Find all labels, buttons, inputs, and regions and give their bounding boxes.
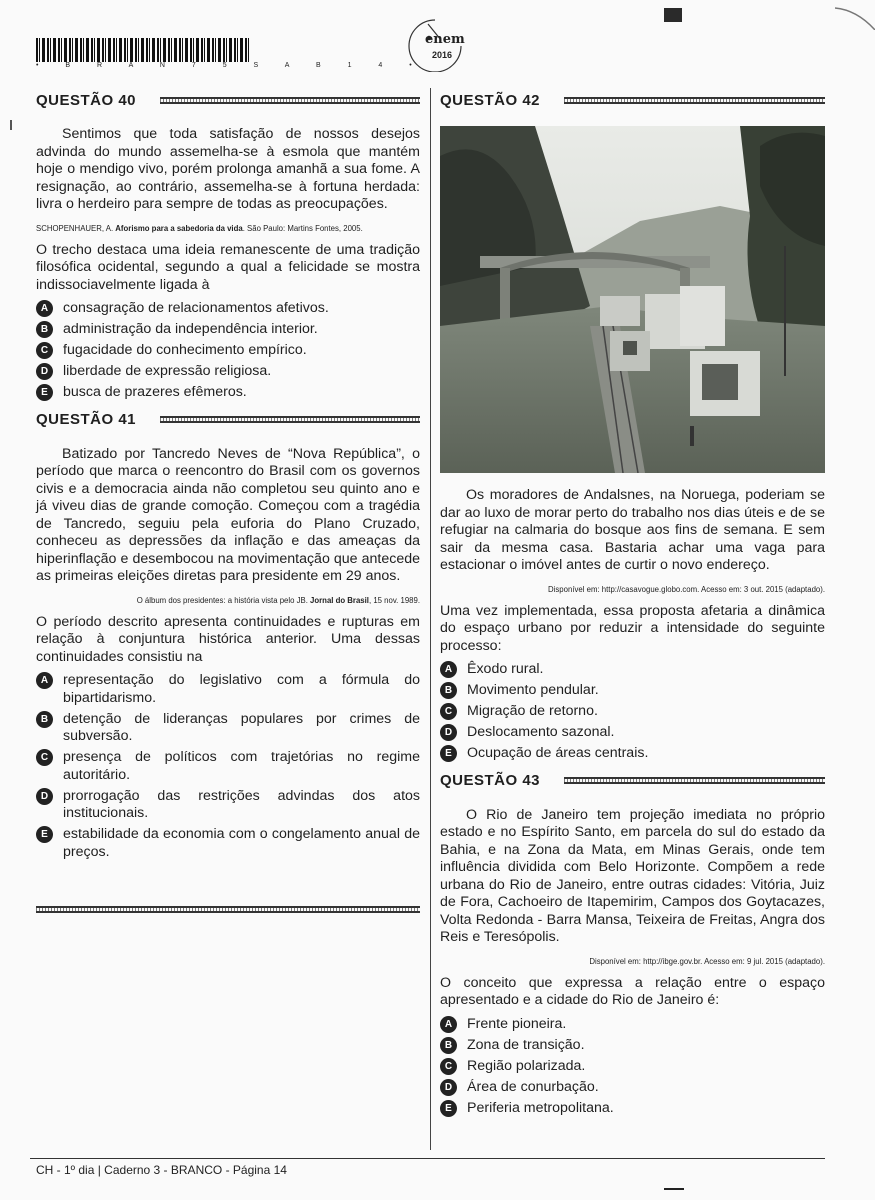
option-text: Migração de retorno. [467,703,598,719]
question-header [36,408,420,432]
question-title: QUESTÃO 43 [440,772,541,789]
barcode-code: • B R A N 7 5 S A B 1 4 • [36,62,425,69]
enem-logo-word: enem [425,32,465,47]
answer-option-b[interactable] [36,711,420,746]
option-text: representação do legislativo com a fórmula do bipartidarismo. [63,672,420,706]
option-letter-badge: D [36,788,53,805]
column-divider [430,88,431,1150]
option-letter-badge: B [36,711,53,728]
answer-options [36,672,420,861]
option-letter-badge: E [36,384,53,401]
barcode [36,38,250,62]
page-fold-shadow [835,0,875,30]
answer-option-d[interactable] [440,724,825,742]
option-letter-badge: C [440,1058,457,1075]
option-letter-badge: E [440,745,457,762]
answer-option-e[interactable] [440,745,825,763]
option-text: Movimento pendular. [467,682,599,698]
answer-option-e[interactable] [36,826,420,861]
option-letter-badge: B [440,682,457,699]
footer-mark [664,1188,684,1190]
option-text: Ocupação de áreas centrais. [467,745,649,761]
option-text: fugacidade do conhecimento empírico. [63,342,307,358]
quote-text: Sentimos que toda satisfação de nossos desejos advinda do mundo assemelha-se à esmola que mantém hoje o mendigo vivo, porém prolonga amanhã a sua fome. A resignação, ao contrário, assemelha-se à fortuna herdada: livra o herdeiro para sempre de todas as preocupações. [36,126,420,212]
option-letter-badge: D [440,724,457,741]
header-rule [564,97,825,104]
header-rule [160,416,420,423]
question-prompt: O trecho destaca uma ideia remanescente de uma tradição filosófica ocidental, segundo a qual a felicidade se mostra indissociavelmente ligada à [36,241,420,293]
quote-text: Os moradores de Andalsnes, na Noruega, poderiam se dar ao luxo de morar perto do trabalho nos dias úteis e de se refugiar na calmaria do bosque aos fins de semana. E sem sair da mesma casa. Bastaria achar uma vaga para estacionar o imóvel antes de curtir o novo endereço. [440,487,825,573]
option-letter-badge: C [36,749,53,766]
answer-option-a[interactable] [36,300,420,318]
option-text: Região polarizada. [467,1057,586,1074]
answer-option-c[interactable] [36,342,420,360]
question-header [440,769,825,793]
answer-options [440,661,825,763]
header-rule [160,97,420,104]
footer-rule [30,1158,825,1159]
question-header [36,88,420,112]
question-42 [440,88,825,763]
option-text: Zona de transição. [467,1036,585,1053]
option-letter-badge: A [440,1016,457,1033]
option-text: consagração de relacionamentos afetivos. [63,300,329,316]
quote-text: Batizado por Tancredo Neves de “Nova República”, o período que marca o reencontro do Brasil com os governos civis e a democracia ainda não completou seu quinto ano e já viveu dias de grande comoção. Começou com a tragédia de Tancredo, seguiu pela euforia do Plano Cruzado, conheceu as depressões da inflação e das ameaças da hiperinflação e desembocou na movimentação que antecede as primeiras eleições diretas para presidente em 29 anos. [36,445,420,584]
exam-year: 2016 [432,50,453,60]
option-letter-badge: E [36,826,53,843]
source-citation: O álbum dos presidentes: a história vista pelo JB. Jornal do Brasil, 15 nov. 1989. [136,595,420,605]
option-letter-badge: B [440,1037,457,1054]
question-title: QUESTÃO 42 [440,91,541,109]
answer-option-d[interactable] [440,1079,825,1097]
option-text: Deslocamento sazonal. [467,724,615,740]
option-text: Periferia metropolitana. [467,1099,614,1116]
answer-option-a[interactable] [440,661,825,679]
source-citation: Disponível em: http://casavogue.globo.com. Acesso em: 3 out. 2015 (adaptado). [548,584,825,594]
answer-option-b[interactable] [36,321,420,339]
option-letter-badge: D [36,363,53,380]
answer-option-b[interactable] [440,1037,825,1055]
question-prompt: O conceito que expressa a relação entre o espaço apresentado e a cidade do Rio de Janeiro é: [440,974,825,1008]
option-text: liberdade de expressão religiosa. [63,363,272,379]
question-40 [36,88,420,402]
mobile-houses-photo [440,126,825,473]
option-text: busca de prazeres efêmeros. [63,384,247,400]
left-column [36,88,420,865]
option-text: estabilidade da economia com o congelamento anual de preços. [63,826,420,860]
quote-text: O Rio de Janeiro tem projeção imediata no próprio estado e no Espírito Santo, em parcela do sul do estado da Bahia, e na Zona da Mata, em Minas Gerais, onde tem influência dividida com Belo Horizonte. Compõem a rede urbana do Rio de Janeiro, entre outras cidades: Vitória, Juiz de Fora, Cachoeiro de Itapemirim, Campos dos Goytacazes, Volta Redonda - Barra Mansa, Teixeira de Freitas, Angra dos Reis e Teresópolis. [440,806,825,945]
answer-option-d[interactable] [36,788,420,823]
option-letter-badge: D [440,1079,457,1096]
answer-option-c[interactable] [440,1058,825,1076]
option-letter-badge: A [36,300,53,317]
answer-options [36,300,420,402]
option-letter-badge: A [440,661,457,678]
option-letter-badge: C [36,342,53,359]
answer-option-a[interactable] [36,672,420,707]
source-citation: SCHOPENHAUER, A. Aforismo para a sabedoria da vida. São Paulo: Martins Fontes, 2005. [36,223,363,233]
column-end-rule [36,906,420,913]
option-letter-badge: A [36,672,53,689]
answer-option-b[interactable] [440,682,825,700]
option-letter-badge: C [440,703,457,720]
question-title: QUESTÃO 41 [36,411,137,428]
option-text: presença de políticos com trajetórias no regime autoritário. [63,749,420,783]
answer-option-e[interactable] [440,1100,825,1118]
question-43 [440,769,825,1118]
question-prompt: Uma vez implementada, essa proposta afetaria a dinâmica do espaço urbano por reduzir a intensidade do seguinte processo: [440,602,825,654]
answer-option-c[interactable] [440,703,825,721]
option-text: Êxodo rural. [467,661,544,677]
header-rule [564,777,825,784]
option-text: detenção de lideranças populares por crimes de subversão. [63,710,420,744]
question-41 [36,408,420,862]
question-header [440,88,825,112]
option-text: Frente pioneira. [467,1015,567,1032]
right-column [440,88,825,1121]
question-prompt: O período descrito apresenta continuidades e rupturas em relação à conjuntura histórica anterior. Uma dessas continuidades consistiu na [36,613,420,665]
option-text: Área de conurbação. [467,1078,599,1095]
page-footer: CH - 1º dia | Caderno 3 - BRANCO - Página 14 [36,1163,287,1177]
source-citation: Disponível em: http://ibge.gov.br. Acesso em: 9 jul. 2015 (adaptado). [589,956,825,966]
option-letter-badge: B [36,321,53,338]
answer-option-a[interactable] [440,1016,825,1034]
option-text: administração da independência interior. [63,321,318,337]
answer-option-d[interactable] [36,363,420,381]
answer-option-e[interactable] [36,384,420,402]
question-title: QUESTÃO 40 [36,91,137,109]
answer-option-c[interactable] [36,749,420,784]
option-text: prorrogação das restrições advindas dos atos institucionais. [63,787,420,821]
margin-mark [10,120,12,130]
option-letter-badge: E [440,1100,457,1117]
answer-options [440,1016,825,1118]
registration-mark [664,8,682,22]
